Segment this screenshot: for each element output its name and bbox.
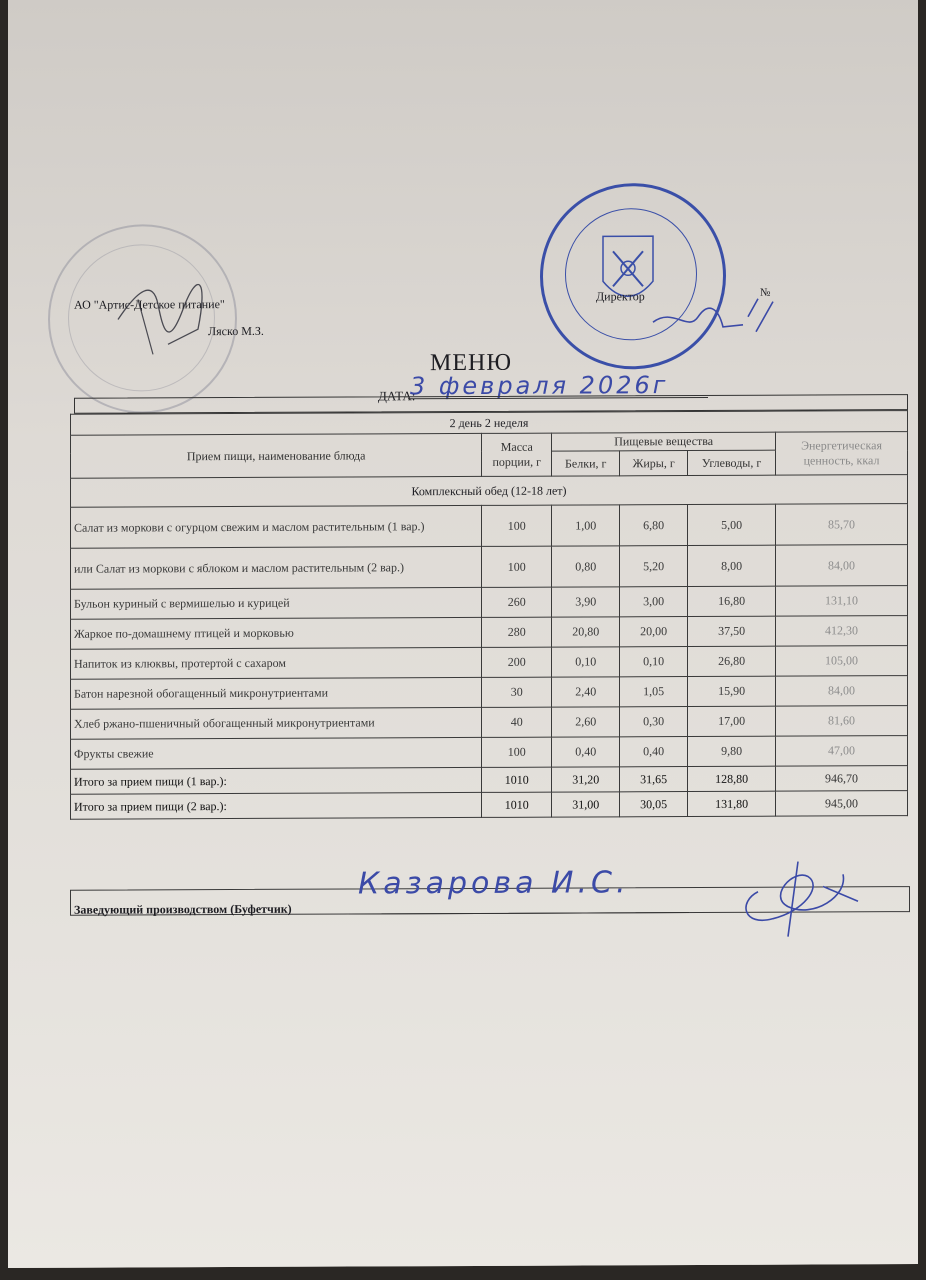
total-row bbox=[71, 791, 908, 820]
dish-fat: 6,80 bbox=[620, 505, 688, 546]
table-row bbox=[71, 706, 908, 740]
right-signature bbox=[648, 287, 778, 348]
total-label: Итого за прием пищи (2 вар.): bbox=[71, 792, 482, 819]
dish-name: Бульон куриный с вермишелью и курицей bbox=[71, 587, 482, 619]
dish-energy: 85,70 bbox=[776, 504, 908, 546]
table-row bbox=[71, 586, 908, 620]
left-signature bbox=[98, 269, 238, 360]
footer-label: Заведующий производством (Буфетчик) bbox=[74, 901, 292, 917]
dish-fat: 3,00 bbox=[620, 587, 688, 617]
approval-right-number: № bbox=[760, 286, 771, 299]
dish-protein: 2,60 bbox=[552, 707, 620, 737]
dish-name: или Салат из моркови с яблоком и маслом растительным (2 вар.) bbox=[71, 546, 482, 589]
table-row bbox=[71, 646, 908, 680]
dish-carbs: 5,00 bbox=[688, 504, 776, 545]
total-protein: 31,00 bbox=[552, 792, 620, 817]
dish-energy: 47,00 bbox=[776, 736, 908, 767]
dish-carbs: 9,80 bbox=[688, 736, 776, 766]
dish-name: Жаркое по-домашнему птицей и морковью bbox=[71, 617, 482, 649]
dish-protein: 20,80 bbox=[552, 617, 620, 647]
dish-carbs: 8,00 bbox=[688, 545, 776, 586]
dish-fat: 20,00 bbox=[620, 617, 688, 647]
section-row bbox=[71, 475, 908, 508]
footer-name-handwritten: Казарова И.С. bbox=[358, 865, 630, 902]
table-row bbox=[71, 504, 908, 549]
dish-protein: 0,10 bbox=[552, 647, 620, 677]
header-fat: Жиры, г bbox=[620, 451, 688, 476]
table-row bbox=[71, 736, 908, 770]
dish-fat: 0,10 bbox=[620, 647, 688, 677]
dish-protein: 2,40 bbox=[552, 677, 620, 707]
total-label: Итого за прием пищи (1 вар.): bbox=[71, 767, 482, 794]
table-row bbox=[71, 616, 908, 650]
dish-protein: 0,40 bbox=[552, 737, 620, 767]
dish-protein: 1,00 bbox=[552, 505, 620, 546]
header-dish: Прием пищи, наименование блюда bbox=[71, 433, 482, 478]
dish-energy: 412,30 bbox=[776, 616, 908, 647]
total-row bbox=[71, 766, 908, 795]
page-title: МЕНЮ bbox=[430, 349, 512, 377]
menu-table bbox=[70, 410, 908, 820]
dish-name: Хлеб ржано-пшеничный обогащенный микронутриентами bbox=[71, 707, 482, 739]
menu-sheet bbox=[8, 0, 918, 1268]
dish-mass: 260 bbox=[482, 587, 552, 617]
total-energy: 945,00 bbox=[776, 791, 908, 817]
dish-energy: 81,60 bbox=[776, 706, 908, 737]
dish-mass: 100 bbox=[482, 505, 552, 546]
dish-mass: 30 bbox=[482, 677, 552, 707]
total-mass: 1010 bbox=[482, 767, 552, 792]
table-row bbox=[71, 545, 908, 590]
dish-mass: 100 bbox=[482, 737, 552, 767]
header-protein: Белки, г bbox=[552, 451, 620, 476]
dish-name: Салат из моркови с огурцом свежим и маслом растительным (1 вар.) bbox=[71, 505, 482, 548]
dish-carbs: 17,00 bbox=[688, 706, 776, 736]
dish-mass: 100 bbox=[482, 546, 552, 587]
dish-fat: 0,40 bbox=[620, 737, 688, 767]
total-carbs: 128,80 bbox=[688, 766, 776, 791]
total-fat: 31,65 bbox=[620, 767, 688, 792]
dish-protein: 0,80 bbox=[552, 546, 620, 587]
week-label: 2 день 2 неделя bbox=[71, 411, 908, 436]
dish-name: Фрукты свежие bbox=[71, 737, 482, 769]
total-mass: 1010 bbox=[482, 792, 552, 817]
total-carbs: 131,80 bbox=[688, 791, 776, 816]
header-mass: Масса порции, г bbox=[482, 433, 552, 476]
header-energy: Энергетическая ценность, ккал bbox=[776, 432, 908, 476]
dish-mass: 280 bbox=[482, 617, 552, 647]
header-nutrients: Пищевые вещества bbox=[552, 432, 776, 451]
dish-energy: 131,10 bbox=[776, 586, 908, 617]
dish-name: Батон нарезной обогащенный микронутриентами bbox=[71, 677, 482, 709]
header-carbs: Углеводы, г bbox=[688, 450, 776, 475]
total-fat: 30,05 bbox=[620, 792, 688, 817]
table-row bbox=[71, 676, 908, 710]
dish-fat: 1,05 bbox=[620, 677, 688, 707]
header-row bbox=[71, 432, 908, 454]
section-title: Комплексный обед (12-18 лет) bbox=[71, 475, 908, 508]
dish-energy: 84,00 bbox=[776, 676, 908, 707]
dish-carbs: 16,80 bbox=[688, 586, 776, 616]
dish-carbs: 15,90 bbox=[688, 676, 776, 706]
total-protein: 31,20 bbox=[552, 767, 620, 792]
approval-left-org: АО "Артис-Детское питание" bbox=[74, 297, 225, 312]
dish-protein: 3,90 bbox=[552, 587, 620, 617]
approval-right-title: Директор bbox=[596, 289, 645, 304]
date-label: ДАТА: bbox=[378, 388, 416, 404]
approval-left-person: Ляско М.З. bbox=[208, 323, 264, 339]
dish-name: Напиток из клюквы, протертой с сахаром bbox=[71, 647, 482, 679]
dish-mass: 40 bbox=[482, 707, 552, 737]
date-handwritten: 3 февраля 2026г bbox=[410, 371, 669, 401]
dish-mass: 200 bbox=[482, 647, 552, 677]
dish-energy: 84,00 bbox=[776, 545, 908, 587]
dish-fat: 0,30 bbox=[620, 707, 688, 737]
dish-carbs: 37,50 bbox=[688, 616, 776, 646]
dish-carbs: 26,80 bbox=[688, 646, 776, 676]
footer-signature bbox=[728, 856, 868, 942]
dish-fat: 5,20 bbox=[620, 546, 688, 587]
dish-energy: 105,00 bbox=[776, 646, 908, 677]
total-energy: 946,70 bbox=[776, 766, 908, 792]
